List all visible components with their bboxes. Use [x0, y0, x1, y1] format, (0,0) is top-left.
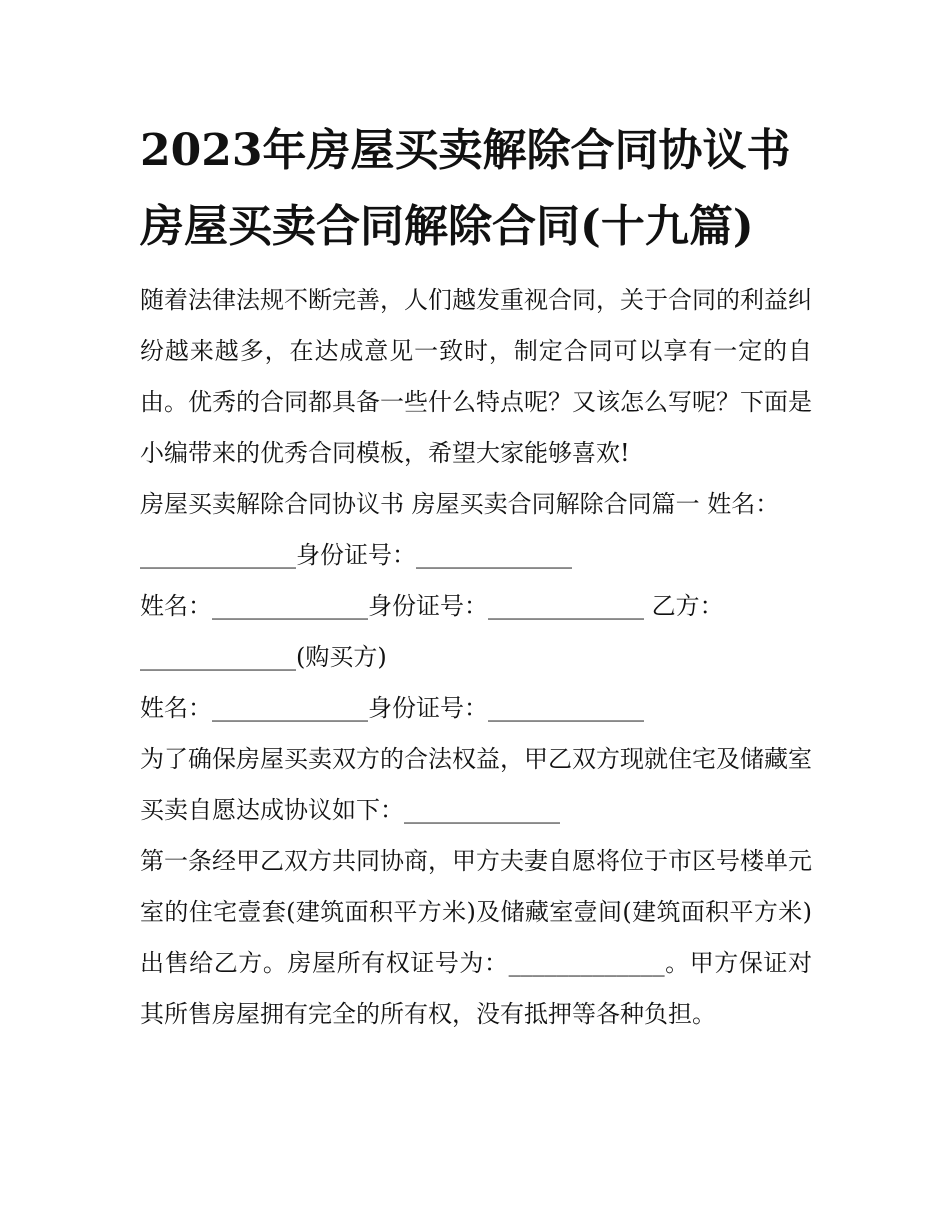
party-b-line: _____________(购买方) — [140, 643, 387, 671]
party-a-id-line: _____________身份证号：_____________ — [140, 541, 572, 569]
document-body — [140, 275, 812, 1040]
document-title: 2023年房屋买卖解除合同协议书 房屋买卖合同解除合同(十九篇) — [140, 125, 791, 252]
document-page — [140, 113, 812, 1040]
party-a-spouse-line: 姓名：_____________身份证号：_____________ 乙方： — [140, 592, 724, 620]
article-one-paragraph: 第一条经甲乙双方共同协商，甲方夫妻自愿将位于市区号楼单元室的住宅壹套(建筑面积平方米)及储藏室壹间(建筑面积平方米)出售给乙方。房屋所有权证号为：_____________。甲方保证对其所售房屋拥有完全的所有权，没有抵押等各种负担。 — [140, 847, 812, 1028]
party-b-id-line: 姓名：_____________身份证号：_____________ — [140, 694, 644, 722]
intro-paragraph: 随着法律法规不断完善，人们越发重视合同，关于合同的利益纠纷越来越多，在达成意见一致时，制定合同可以享有一定的自由。优秀的合同都具备一些什么特点呢？又该怎么写呢？下面是小编带来的优秀合同模板，希望大家能够喜欢! — [140, 286, 812, 467]
agreement-purpose-paragraph: 为了确保房屋买卖双方的合法权益，甲乙双方现就住宅及储藏室买卖自愿达成协议如下：_____________ — [140, 745, 812, 824]
section-heading-line: 房屋买卖解除合同协议书 房屋买卖合同解除合同篇一 姓名： — [140, 490, 780, 518]
